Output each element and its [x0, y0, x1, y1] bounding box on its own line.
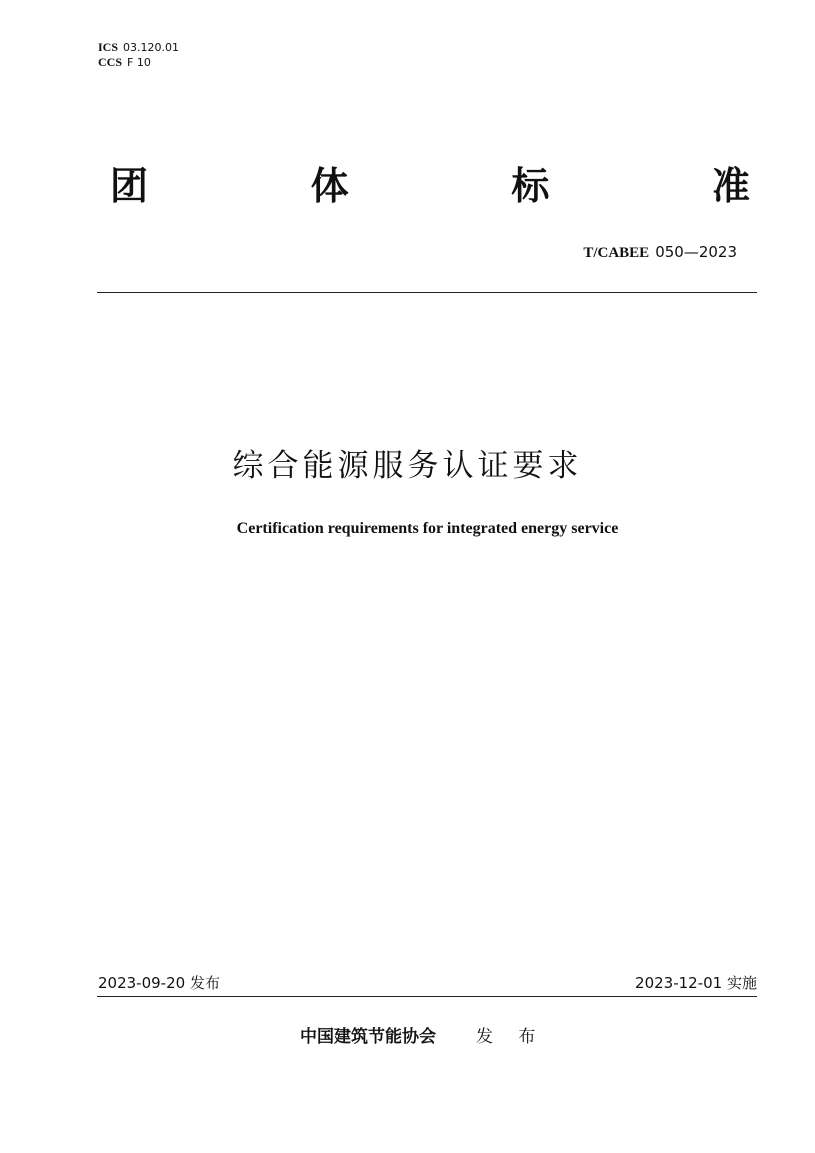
document-type-char-4: 准: [711, 164, 750, 208]
implementation-date: 2023-12-01 实施: [635, 974, 757, 992]
top-divider: [97, 292, 757, 293]
chinese-title: 综合能源服务认证要求: [232, 448, 583, 484]
publish-action: 发 布: [476, 1027, 546, 1047]
ics-value: 03.120.01: [123, 41, 179, 54]
document-type-heading: [110, 162, 750, 210]
publisher-name: 中国建筑节能协会: [300, 1027, 436, 1047]
document-type-char-3: 标: [511, 164, 550, 208]
bottom-divider: [97, 996, 757, 997]
ccs-label: CCS: [98, 55, 123, 69]
classification-codes: [98, 40, 179, 70]
ccs-value: F 10: [127, 56, 151, 69]
ics-label: ICS: [98, 40, 119, 54]
english-title: Certification requirements for integrated energy service: [236, 520, 619, 537]
standard-prefix: T/CABEE: [583, 245, 650, 261]
ccs-code: [98, 55, 179, 70]
standard-number: [583, 243, 737, 262]
issue-date: 2023-09-20 发布: [98, 974, 220, 992]
ics-code: [98, 40, 179, 55]
document-type-char-2: 体: [310, 164, 349, 208]
publisher-line: [300, 1022, 545, 1047]
standard-number-value: 050—2023: [655, 243, 737, 261]
document-type-char-1: 团: [110, 164, 149, 208]
